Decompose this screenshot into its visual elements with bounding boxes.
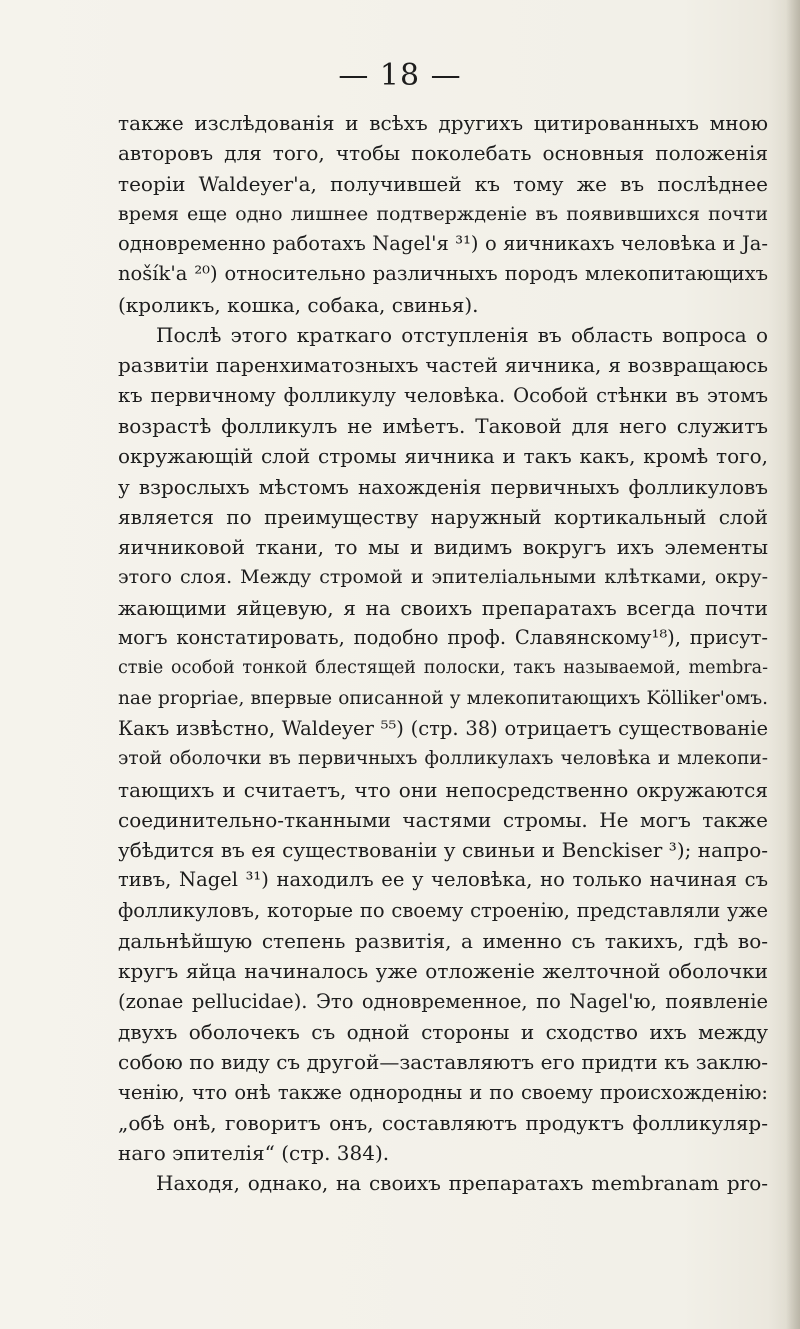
text-line: „обѣ онѣ, говоритъ онъ, составляютъ продуктъ фолликуляр- <box>118 1110 768 1135</box>
text-line: Какъ извѣстно, Waldeyer ⁵⁵) (стр. 38) отрицаетъ существованіе <box>118 716 768 740</box>
text-line: соединительно-тканными частями стромы. Не могъ также <box>118 807 768 832</box>
text-line: (кроликъ, кошка, собака, свинья). <box>118 292 479 317</box>
text-line: дальнѣйшую степень развитія, а именно съ такихъ, гдѣ во- <box>118 929 768 954</box>
page-edge-shadow <box>786 0 800 1329</box>
text-line: этого слоя. Между стромой и эпителіальными клѣтками, окру- <box>118 566 768 589</box>
text-line: у взрослыхъ мѣстомъ нахожденія первичныхъ фолликуловъ <box>118 474 768 499</box>
text-line: развитіи паренхиматозныхъ частей яичника, я возвращаюсь <box>118 353 768 378</box>
text-line: также изслѣдованія и всѣхъ другихъ цитированныхъ мною <box>118 111 768 135</box>
text-line: фолликуловъ, которые по своему строенію, представляли уже <box>118 898 768 922</box>
text-line: возрастѣ фолликулъ не имѣетъ. Таковой для него служитъ <box>118 413 768 438</box>
text-line: окружающій слой стромы яичника и такъ какъ, кромѣ того, <box>118 444 768 469</box>
body-text <box>118 108 768 1199</box>
text-line: убѣдится въ ея существованіи у свиньи и Benckiser ³); напро- <box>118 838 768 863</box>
text-line: время еще одно лишнее подтвержденіе въ появившихся почти <box>118 202 768 225</box>
text-line: кругъ яйца начиналось уже отложеніе желточной оболочки <box>118 959 768 984</box>
text-line: ствіе особой тонкой блестящей полоски, такъ называемой, membra- <box>118 658 768 679</box>
text-line: одновременно работахъ Nagel'я ³¹) о яичникахъ человѣка и Ja- <box>118 232 768 256</box>
page-number: — 18 — <box>338 58 462 93</box>
text-line: жающими яйцевую, я на своихъ препаратахъ всегда почти <box>118 595 768 620</box>
text-line: теоріи Waldeyer'a, получившей къ тому же въ послѣднее <box>118 171 768 196</box>
text-line: nae propriae, впервые описанной у млекопитающихъ Kölliker'омъ. <box>118 687 768 709</box>
text-line: тивъ, Nagel ³¹) находилъ ее у человѣка, но только начиная съ <box>118 868 768 892</box>
text-line: (zonae pellucidae). Это одновременное, по Nagel'ю, появленіе <box>118 989 768 1013</box>
text-line: этой оболочки въ первичныхъ фолликулахъ человѣка и млекопи- <box>118 748 768 770</box>
text-line: наго эпителія“ (стр. 384). <box>118 1141 390 1166</box>
text-line: авторовъ для того, чтобы поколебать основныя положенія <box>118 141 768 166</box>
text-line: яичниковой ткани, то мы и видимъ вокругъ ихъ элементы <box>118 535 768 560</box>
text-line: собою по виду съ другой—заставляютъ его придти къ заклю- <box>118 1050 768 1075</box>
text-line: nošík'a ²⁰) относительно различныхъ породъ млекопитающихъ <box>118 262 768 286</box>
text-line: является по преимуществу наружный кортикальный слой <box>118 504 768 529</box>
text-line: къ первичному фолликулу человѣка. Особой стѣнки въ этомъ <box>118 383 768 407</box>
text-line: ченію, что онѣ также однородны и по своему происхожденію: <box>118 1080 768 1104</box>
text-line: тающихъ и считаетъ, что они непосредственно окружаются <box>118 777 768 802</box>
text-line: Находя, однако, на своихъ препаратахъ membranam pro- <box>156 1171 768 1196</box>
text-line: могъ констатировать, подобно проф. Славянскому¹⁸), присут- <box>118 626 768 650</box>
text-line: двухъ оболочекъ съ одной стороны и сходство ихъ между <box>118 1019 768 1044</box>
text-line: Послѣ этого краткаго отступленія въ область вопроса о <box>156 323 768 348</box>
